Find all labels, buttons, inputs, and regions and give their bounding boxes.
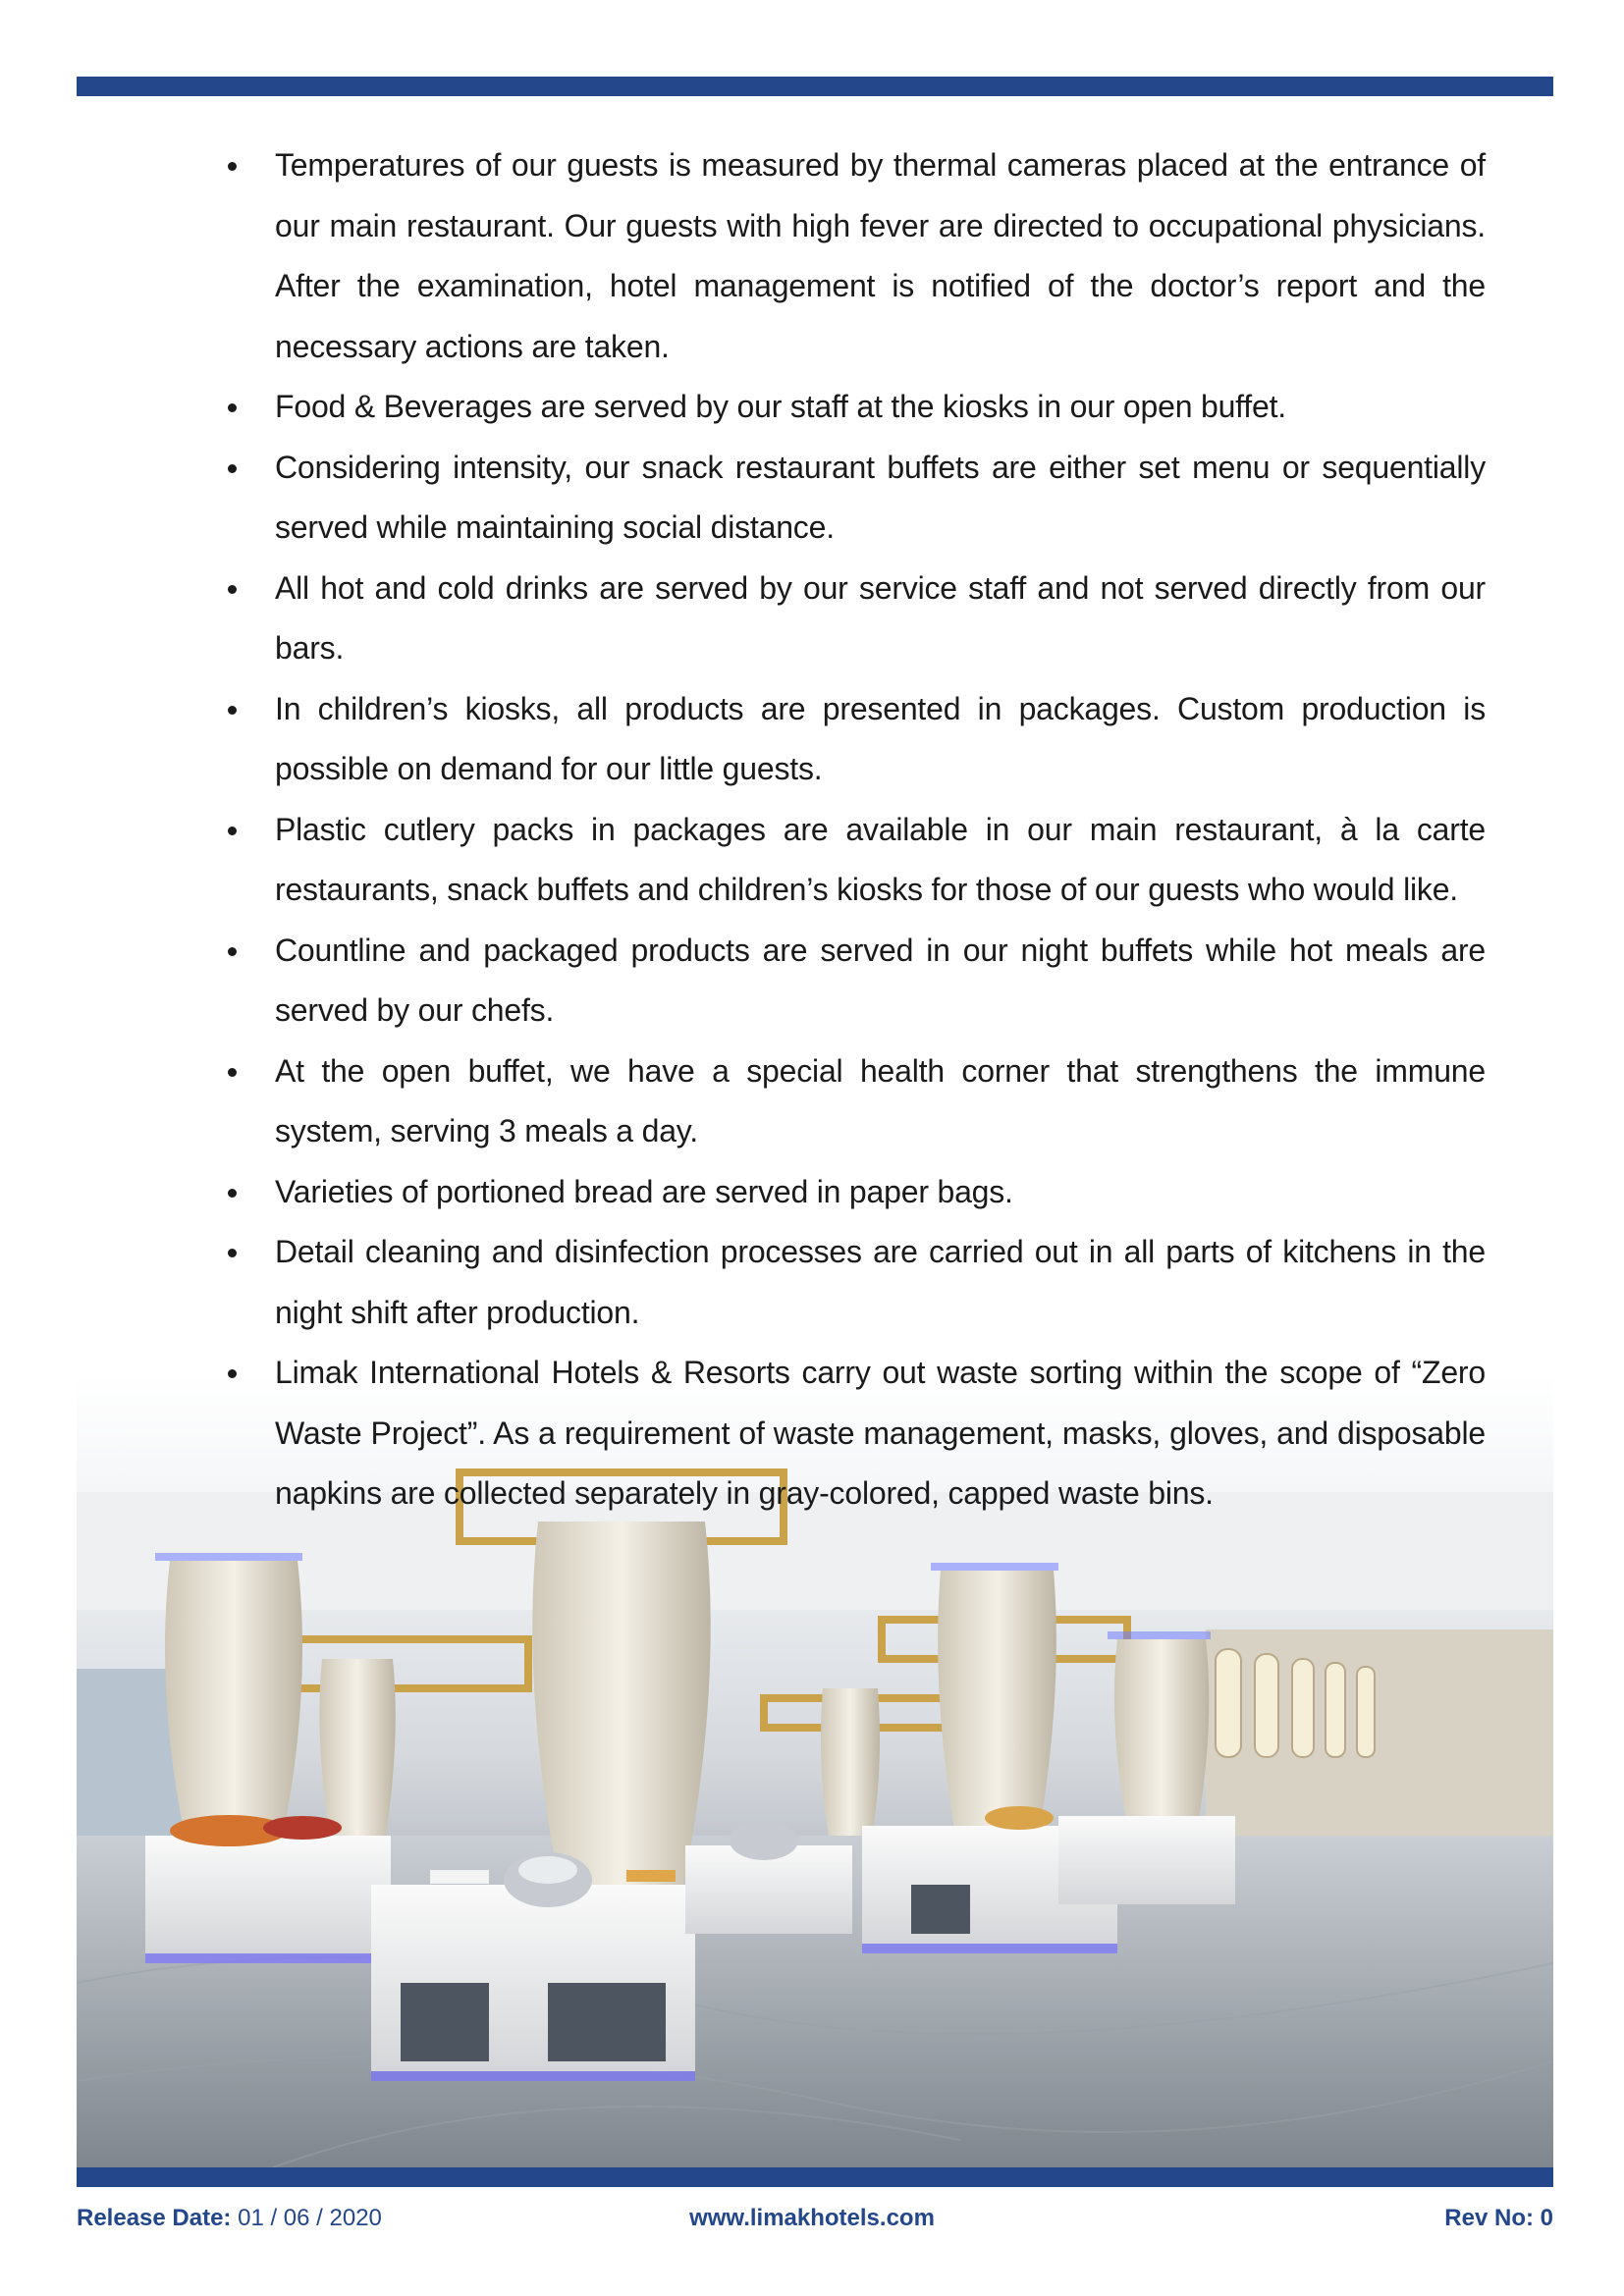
list-item bbox=[221, 679, 1486, 800]
bullet-dot-icon bbox=[228, 403, 237, 412]
main-content bbox=[221, 135, 1486, 1524]
bullet-dot-icon bbox=[228, 464, 237, 473]
header-accent-bar bbox=[77, 77, 1553, 96]
list-item-text: Limak International Hotels & Resorts carry out waste sorting within the scope of “Zero Waste Project”. As a requirement of waste management, masks, gloves, and disposable napkins are collected separately in gray-colored, capped waste bins. bbox=[275, 1355, 1486, 1511]
list-item bbox=[221, 135, 1486, 377]
list-item-text: Varieties of portioned bread are served in paper bags. bbox=[275, 1173, 1013, 1209]
list-item-text: Detail cleaning and disinfection processes are carried out in all parts of kitchens in the night shift after production. bbox=[275, 1234, 1486, 1330]
list-item bbox=[221, 921, 1486, 1041]
bullet-dot-icon bbox=[228, 1068, 237, 1077]
bullet-dot-icon bbox=[228, 947, 237, 956]
bullet-dot-icon bbox=[228, 1189, 237, 1198]
bullet-dot-icon bbox=[228, 162, 237, 171]
list-item-text: Food & Beverages are served by our staff at the kiosks in our open buffet. bbox=[275, 389, 1286, 424]
bullet-list bbox=[221, 135, 1486, 1524]
list-item bbox=[221, 1343, 1486, 1524]
list-item bbox=[221, 377, 1486, 438]
bullet-dot-icon bbox=[228, 1369, 237, 1378]
list-item-text: All hot and cold drinks are served by our service staff and not served directly from our bars. bbox=[275, 569, 1486, 666]
list-item-text: Considering intensity, our snack restaurant buffets are either set menu or sequentially served while maintaining social distance. bbox=[275, 449, 1486, 545]
list-item bbox=[221, 559, 1486, 679]
footer-accent-bar bbox=[77, 2167, 1553, 2187]
bullet-dot-icon bbox=[228, 827, 237, 835]
list-item bbox=[221, 1162, 1486, 1223]
list-item-text: Countline and packaged products are served in our night buffets while hot meals are served by our chefs. bbox=[275, 932, 1486, 1028]
release-date-value: 01 / 06 / 2020 bbox=[238, 2205, 382, 2231]
list-item-text: In children’s kiosks, all products are presented in packages. Custom production is possible on demand for our little guests. bbox=[275, 690, 1486, 786]
release-date-label: Release Date: bbox=[77, 2205, 232, 2231]
bullet-dot-icon bbox=[228, 706, 237, 715]
list-item bbox=[221, 800, 1486, 921]
list-item bbox=[221, 438, 1486, 559]
bullet-dot-icon bbox=[228, 585, 237, 594]
bullet-dot-icon bbox=[228, 1249, 237, 1257]
list-item-text: Temperatures of our guests is measured by thermal cameras placed at the entrance of our main restaurant. Our guests with high fever are directed to occupational physicians. After the examination, hotel management is notified of the doctor’s report and the necessary actions are taken. bbox=[275, 147, 1486, 364]
list-item-text: Plastic cutlery packs in packages are available in our main restaurant, à la carte restaurants, snack buffets and children’s kiosks for those of our guests who would like. bbox=[275, 811, 1486, 907]
list-item-text: At the open buffet, we have a special health corner that strengthens the immune system, serving 3 meals a day. bbox=[275, 1052, 1486, 1148]
list-item bbox=[221, 1041, 1486, 1162]
revision-number: Rev No: 0 bbox=[1444, 2205, 1553, 2231]
list-item bbox=[221, 1222, 1486, 1343]
website-link[interactable]: www.limakhotels.com bbox=[689, 2205, 935, 2231]
